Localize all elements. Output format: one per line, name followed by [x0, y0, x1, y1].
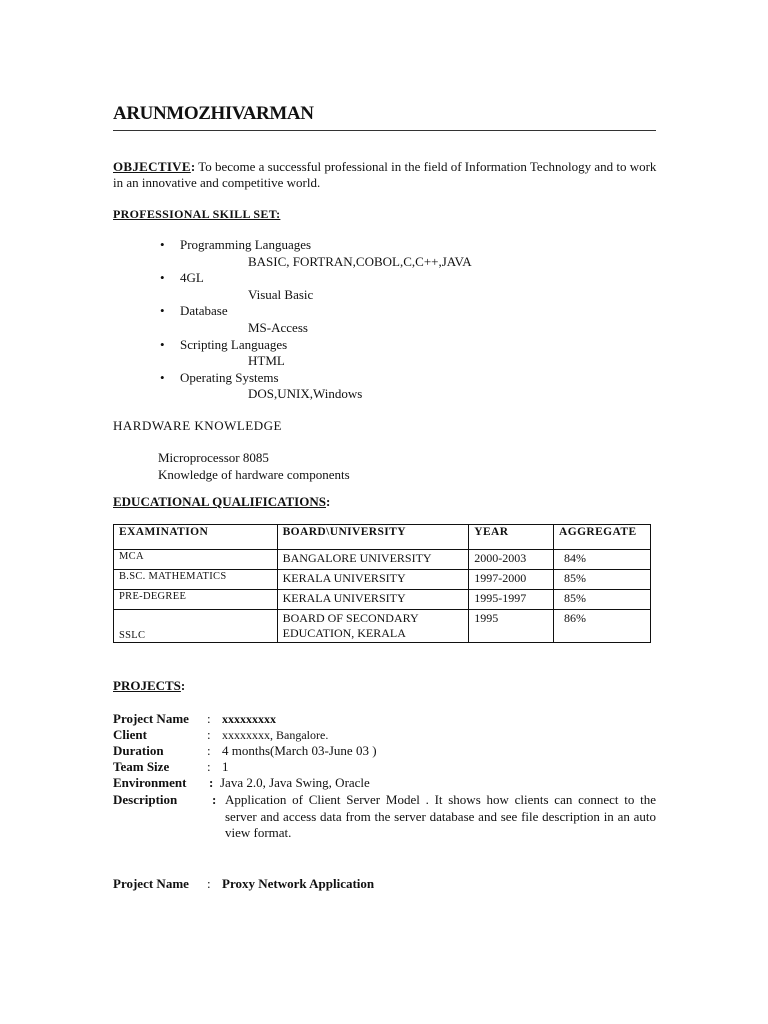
table-row: [114, 610, 651, 643]
description-value: Application of Client Server Model . It shows how clients can connect to the server and access data from the server database and see file description in an auto view format.: [225, 792, 656, 840]
skill-detail: Visual Basic: [248, 286, 314, 302]
column-header: AGGREGATE: [554, 525, 651, 550]
column-header: BOARD\UNIVERSITY: [277, 525, 469, 550]
field-label: Environment: [113, 775, 187, 790]
skill-detail: MS-Access: [248, 319, 308, 335]
table-cell: 84%: [554, 550, 651, 570]
name-divider: [113, 130, 656, 131]
table-cell: 85%: [554, 590, 651, 610]
table-row: [114, 570, 651, 590]
environment-value: Java 2.0, Java Swing, Oracle: [220, 775, 370, 790]
field-label: Duration: [113, 743, 164, 758]
duration-value: 4 months(March 03-June 03 ): [222, 743, 377, 758]
field-colon: :: [207, 759, 211, 774]
table-cell: KERALA UNIVERSITY: [277, 570, 469, 590]
bullet-icon: •: [160, 303, 165, 319]
table-cell: 85%: [554, 570, 651, 590]
projects-heading: [113, 678, 185, 694]
skill-detail: DOS,UNIX,Windows: [248, 386, 363, 402]
education-heading-colon: :: [325, 494, 331, 509]
skills-list: [160, 237, 472, 403]
field-colon: :: [207, 743, 211, 758]
table-cell: BANGALORE UNIVERSITY: [277, 550, 469, 570]
skill-item: [160, 337, 472, 370]
field-label: Project Name: [113, 876, 189, 891]
table-header-row: [114, 525, 651, 550]
table-cell: MCA: [114, 550, 278, 570]
education-heading-text: EDUCATIONAL QUALIFICATIONS: [113, 494, 326, 509]
hardware-item: Knowledge of hardware components: [158, 467, 350, 482]
table-row: [114, 590, 651, 610]
column-header: EXAMINATION: [114, 525, 278, 550]
projects-heading-colon: :: [180, 678, 186, 693]
bullet-icon: •: [160, 270, 165, 286]
table-cell: 86%: [554, 610, 651, 643]
bullet-icon: •: [160, 369, 165, 385]
table-cell: KERALA UNIVERSITY: [277, 590, 469, 610]
project-name-value: xxxxxxxxx: [222, 712, 276, 726]
education-table: [113, 524, 651, 643]
hardware-list: [158, 449, 350, 483]
skill-detail: HTML: [248, 353, 285, 369]
field-colon: :: [207, 876, 211, 891]
hardware-item: Microprocessor 8085: [158, 450, 269, 465]
skill-item: [160, 303, 472, 336]
skill-name: Programming Languages: [180, 237, 312, 252]
objective-label: OBJECTIVE: [113, 159, 191, 174]
projects-heading-text: PROJECTS: [113, 678, 181, 693]
table-cell: 1995: [469, 610, 554, 643]
resume-name: ARUNMOZHIVARMAN: [113, 103, 314, 124]
objective-section: OBJECTIVE: To become a successful professional in the field of Information Technology and to work in an innovative and competitive world.: [113, 159, 657, 190]
skill-name: 4GL: [180, 270, 204, 286]
field-label: Client: [113, 727, 147, 742]
table-cell: BOARD OF SECONDARY EDUCATION, KERALA: [277, 610, 469, 643]
table-cell: PRE-DEGREE: [114, 590, 278, 610]
bullet-icon: •: [160, 237, 165, 252]
field-colon: :: [207, 727, 211, 742]
table-cell: B.SC. MATHEMATICS: [114, 570, 278, 590]
skill-name: Operating Systems: [180, 369, 279, 385]
field-label: Project Name: [113, 711, 189, 726]
table-cell: 1997-2000: [469, 570, 554, 590]
skill-detail: BASIC, FORTRAN,COBOL,C,C++,JAVA: [248, 253, 472, 269]
field-label: Team Size: [113, 759, 170, 774]
table-cell: 1995-1997: [469, 590, 554, 610]
skill-item: [160, 270, 472, 303]
project-name-value: Proxy Network Application: [222, 876, 375, 891]
skill-item: [160, 237, 472, 270]
objective-text: To become a successful professional in the field of Information Technology and to work in an innovative and competitive world.: [113, 159, 657, 190]
skills-heading: PROFESSIONAL SKILL SET:: [113, 207, 281, 221]
hardware-heading: HARDWARE KNOWLEDGE: [113, 418, 282, 433]
column-header: YEAR: [469, 525, 554, 550]
table-cell: 2000-2003: [469, 550, 554, 570]
bullet-icon: •: [160, 336, 165, 352]
field-colon: :: [207, 711, 211, 726]
field-colon: :: [209, 775, 214, 790]
client-value: xxxxxxxx, Bangalore.: [222, 728, 329, 742]
skill-name: Database: [180, 303, 228, 319]
team-size-value: 1: [222, 759, 229, 774]
skill-name: Scripting Languages: [180, 336, 288, 352]
education-heading: [113, 494, 330, 510]
field-label: Description: [113, 792, 178, 807]
skill-item: [160, 370, 472, 403]
table-cell: SSLC: [114, 610, 278, 643]
table-row: [114, 550, 651, 570]
field-colon: :: [212, 792, 217, 807]
